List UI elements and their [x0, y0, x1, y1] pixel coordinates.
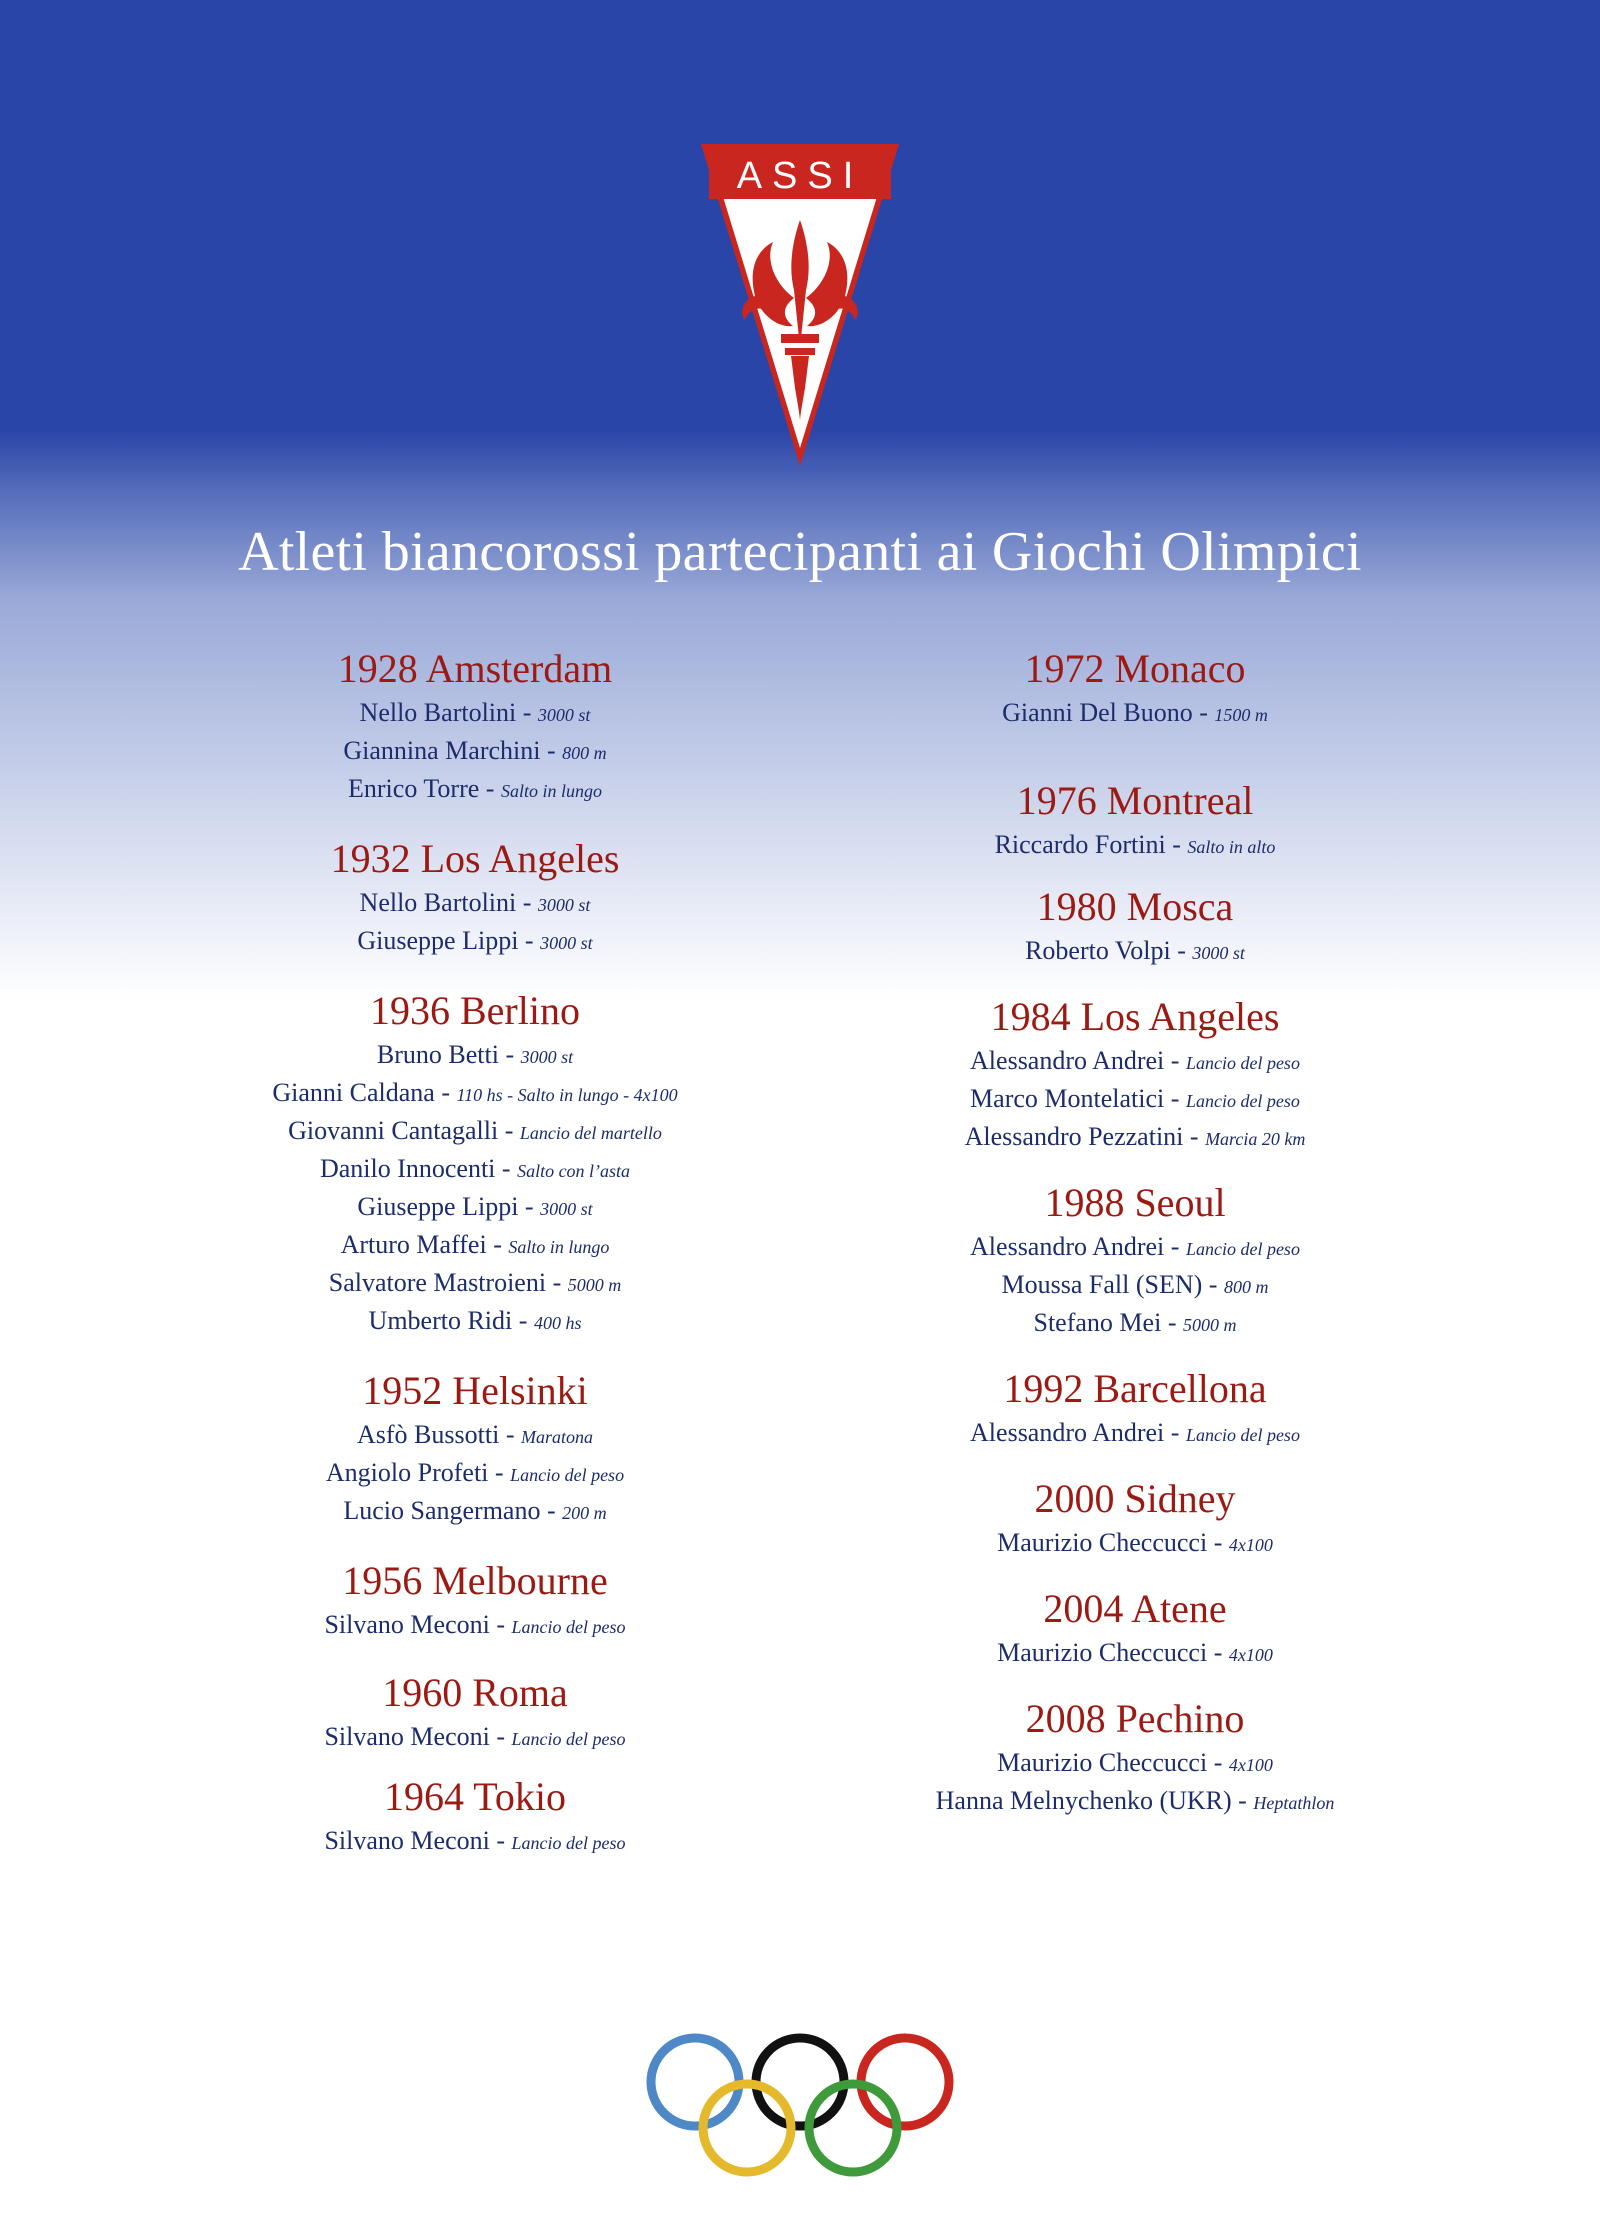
games-title: 1952 Helsinki — [362, 1368, 588, 1413]
athlete-event: Lancio del peso — [510, 1465, 625, 1485]
athlete-name: Hanna Melnychenko (UKR) — [935, 1786, 1232, 1815]
games-title: 1976 Montreal — [1016, 778, 1254, 823]
athlete-name: Gianni Caldana — [272, 1078, 435, 1107]
separator: - — [516, 698, 538, 727]
separator: - — [488, 1458, 511, 1487]
athlete-name: Alessandro Pezzatini — [964, 1122, 1184, 1151]
athlete-entry — [785, 1745, 1485, 1783]
athlete-event: Heptathlon — [1253, 1793, 1335, 1813]
separator: - — [1165, 830, 1188, 859]
athlete-event: Salto con l’asta — [517, 1161, 631, 1181]
athlete-entry — [125, 733, 825, 771]
athlete-name: Roberto Volpi — [1025, 936, 1171, 965]
athlete-name: Angiolo Profeti — [325, 1458, 489, 1487]
athlete-name: Giovanni Cantagalli — [288, 1116, 499, 1145]
separator: - — [1207, 1748, 1229, 1777]
games-title: 1972 Monaco — [1024, 646, 1246, 691]
games-block — [785, 1363, 1485, 1453]
separator: - — [1183, 1122, 1206, 1151]
athlete-event: 3000 st — [1192, 943, 1245, 963]
athlete-entry — [125, 1719, 825, 1757]
athlete-name: Maurizio Checcucci — [997, 1638, 1208, 1667]
athlete-event: Lancio del peso — [511, 1833, 626, 1853]
athlete-entry — [785, 1415, 1485, 1453]
athlete-name: Silvano Meconi — [324, 1826, 490, 1855]
athlete-entry — [125, 771, 825, 809]
athlete-entry — [125, 1113, 825, 1151]
athlete-entry — [785, 695, 1485, 733]
athlete-entry — [125, 1037, 825, 1075]
athlete-event: Lancio del peso — [1185, 1053, 1300, 1073]
games-block — [125, 1667, 825, 1757]
separator: - — [1207, 1638, 1229, 1667]
athlete-event: 4x100 — [1228, 1755, 1273, 1775]
athlete-entry — [125, 1417, 825, 1455]
athlete-name: Marco Montelatici — [970, 1084, 1165, 1113]
right-column — [785, 643, 1485, 1821]
separator: - — [540, 1496, 563, 1525]
athlete-entry — [125, 1075, 825, 1113]
separator: - — [479, 774, 501, 803]
games-title: 1936 Berlino — [370, 988, 580, 1033]
athlete-name: Bruno Betti — [376, 1040, 499, 1069]
separator: - — [486, 1230, 509, 1259]
athlete-name: Giannina Marchini — [343, 736, 541, 765]
games-title: 2008 Pechino — [1025, 1696, 1245, 1741]
athlete-entry — [785, 1229, 1485, 1267]
separator: - — [1170, 936, 1193, 965]
athlete-name: Umberto Ridi — [368, 1306, 513, 1335]
athlete-event: Lancio del martello — [519, 1123, 662, 1143]
games-title: 1928 Amsterdam — [337, 646, 613, 691]
separator: - — [540, 736, 563, 765]
athlete-event: Marcia 20 km — [1205, 1129, 1306, 1149]
ring-red — [861, 2038, 949, 2126]
athlete-event: Salto in lungo — [508, 1237, 610, 1257]
games-title: 1992 Barcellona — [1003, 1366, 1267, 1411]
games-title: 2000 Sidney — [1034, 1476, 1236, 1521]
athlete-event: Lancio del peso — [1185, 1239, 1300, 1259]
games-title: 1980 Mosca — [1036, 884, 1234, 929]
athlete-event: 3000 st — [537, 895, 591, 915]
separator: - — [498, 1040, 521, 1069]
olympic-rings-icon — [640, 2030, 960, 2180]
separator: - — [489, 1826, 512, 1855]
athlete-event: Lancio del peso — [1185, 1091, 1300, 1111]
athlete-entry — [125, 923, 825, 961]
athlete-name: Silvano Meconi — [324, 1722, 490, 1751]
ring-blue — [651, 2038, 739, 2126]
athlete-name: Alessandro Andrei — [970, 1232, 1165, 1261]
athlete-event: 3000 st — [540, 1199, 593, 1219]
page-title: Atleti biancorossi partecipanti ai Giochi Olimpici — [238, 521, 1362, 583]
athlete-entry — [125, 695, 825, 733]
athlete-entry — [125, 885, 825, 923]
athlete-event: 110 hs - Salto in lungo - 4x100 — [456, 1085, 678, 1105]
games-block — [125, 985, 825, 1341]
athlete-entry — [125, 1455, 825, 1493]
games-block — [125, 833, 825, 961]
athlete-entry — [125, 1189, 825, 1227]
athlete-entry — [125, 1265, 825, 1303]
games-block — [785, 1473, 1485, 1563]
athlete-entry — [785, 1043, 1485, 1081]
athlete-name: Moussa Fall (SEN) — [1001, 1270, 1203, 1299]
games-block — [125, 1555, 825, 1645]
separator: - — [546, 1268, 568, 1297]
athlete-name: Alessandro Andrei — [970, 1418, 1165, 1447]
athlete-entry — [125, 1823, 825, 1861]
separator: - — [489, 1610, 512, 1639]
athlete-name: Gianni Del Buono — [1002, 698, 1193, 727]
athlete-entry — [125, 1151, 825, 1189]
games-block — [785, 1583, 1485, 1673]
games-block — [785, 643, 1485, 733]
separator: - — [518, 926, 541, 955]
athlete-entry — [785, 933, 1485, 971]
athlete-entry — [785, 1081, 1485, 1119]
athlete-event: 3000 st — [537, 705, 591, 725]
athlete-event: 3000 st — [540, 933, 593, 953]
games-title: 1956 Melbourne — [342, 1558, 608, 1603]
athlete-entry — [125, 1227, 825, 1265]
separator: - — [518, 1192, 541, 1221]
athlete-name: Maurizio Checcucci — [997, 1748, 1208, 1777]
separator: - — [1164, 1046, 1186, 1075]
separator: - — [1164, 1418, 1186, 1447]
athlete-event: Salto in lungo — [500, 781, 602, 801]
separator: - — [495, 1154, 518, 1183]
athlete-event: Salto in alto — [1187, 837, 1276, 857]
games-block — [125, 1365, 825, 1531]
athlete-entry — [785, 827, 1485, 865]
separator: - — [499, 1420, 521, 1449]
athlete-event: 3000 st — [520, 1047, 574, 1067]
separator: - — [1164, 1084, 1186, 1113]
athlete-entry — [125, 1303, 825, 1341]
athlete-entry — [785, 1525, 1485, 1563]
athlete-name: Giuseppe Lippi — [357, 1192, 519, 1221]
athlete-event: 1500 m — [1214, 705, 1268, 725]
athlete-entry — [125, 1607, 825, 1645]
games-title: 1960 Roma — [382, 1670, 568, 1715]
games-block — [785, 991, 1485, 1157]
separator: - — [1161, 1308, 1183, 1337]
athlete-entry — [785, 1305, 1485, 1343]
athlete-event: 4x100 — [1228, 1645, 1273, 1665]
athlete-event: 5000 m — [1182, 1315, 1237, 1335]
separator: - — [434, 1078, 457, 1107]
left-column — [125, 643, 825, 1861]
games-block — [785, 775, 1485, 865]
assi-logo — [695, 138, 905, 473]
separator: - — [1164, 1232, 1186, 1261]
games-title: 1984 Los Angeles — [990, 994, 1280, 1039]
athlete-event: 800 m — [1223, 1277, 1269, 1297]
athlete-name: Alessandro Andrei — [970, 1046, 1165, 1075]
athlete-name: Riccardo Fortini — [994, 830, 1166, 859]
athlete-event: Lancio del peso — [1185, 1425, 1300, 1445]
athlete-event: Lancio del peso — [511, 1617, 626, 1637]
athlete-event: 5000 m — [567, 1275, 622, 1295]
games-block — [125, 1771, 825, 1861]
separator: - — [1202, 1270, 1224, 1299]
athlete-event: Lancio del peso — [511, 1729, 626, 1749]
games-title: 2004 Atene — [1043, 1586, 1227, 1631]
games-block — [785, 1177, 1485, 1343]
separator: - — [498, 1116, 520, 1145]
athlete-event: 800 m — [562, 743, 607, 763]
athlete-name: Danilo Innocenti — [319, 1154, 496, 1183]
athlete-entry — [785, 1119, 1485, 1157]
ring-black — [756, 2038, 844, 2126]
athlete-name: Asfò Bussotti — [357, 1420, 500, 1449]
separator: - — [516, 888, 538, 917]
athlete-entry — [785, 1783, 1485, 1821]
athlete-event: 400 hs — [533, 1313, 582, 1333]
logo-text: ASSI — [736, 155, 864, 197]
games-title: 1964 Tokio — [383, 1774, 567, 1819]
games-block — [125, 643, 825, 809]
athlete-name: Salvatore Mastroieni — [328, 1268, 547, 1297]
athlete-name: Giuseppe Lippi — [357, 926, 519, 955]
athlete-event: 200 m — [562, 1503, 607, 1523]
separator: - — [512, 1306, 534, 1335]
athlete-name: Nello Bartolini — [359, 888, 517, 917]
athlete-entry — [785, 1267, 1485, 1305]
separator: - — [489, 1722, 512, 1751]
athlete-name: Enrico Torre — [348, 774, 480, 803]
athlete-event: Maratona — [520, 1427, 593, 1447]
games-title: 1932 Los Angeles — [330, 836, 620, 881]
athlete-name: Maurizio Checcucci — [997, 1528, 1208, 1557]
ring-yellow — [703, 2084, 791, 2172]
athlete-name: Arturo Maffei — [340, 1230, 487, 1259]
athlete-name: Silvano Meconi — [324, 1610, 490, 1639]
ring-green — [809, 2084, 897, 2172]
athlete-entry — [125, 1493, 825, 1531]
games-block — [785, 881, 1485, 971]
separator: - — [1207, 1528, 1229, 1557]
athlete-event: 4x100 — [1228, 1535, 1273, 1555]
separator: - — [1192, 698, 1215, 727]
athlete-entry — [785, 1635, 1485, 1673]
athlete-name: Nello Bartolini — [359, 698, 517, 727]
games-block — [785, 1693, 1485, 1821]
games-title: 1988 Seoul — [1044, 1180, 1226, 1225]
separator: - — [1231, 1786, 1254, 1815]
athlete-name: Lucio Sangermano — [343, 1496, 541, 1525]
athlete-name: Stefano Mei — [1033, 1308, 1162, 1337]
